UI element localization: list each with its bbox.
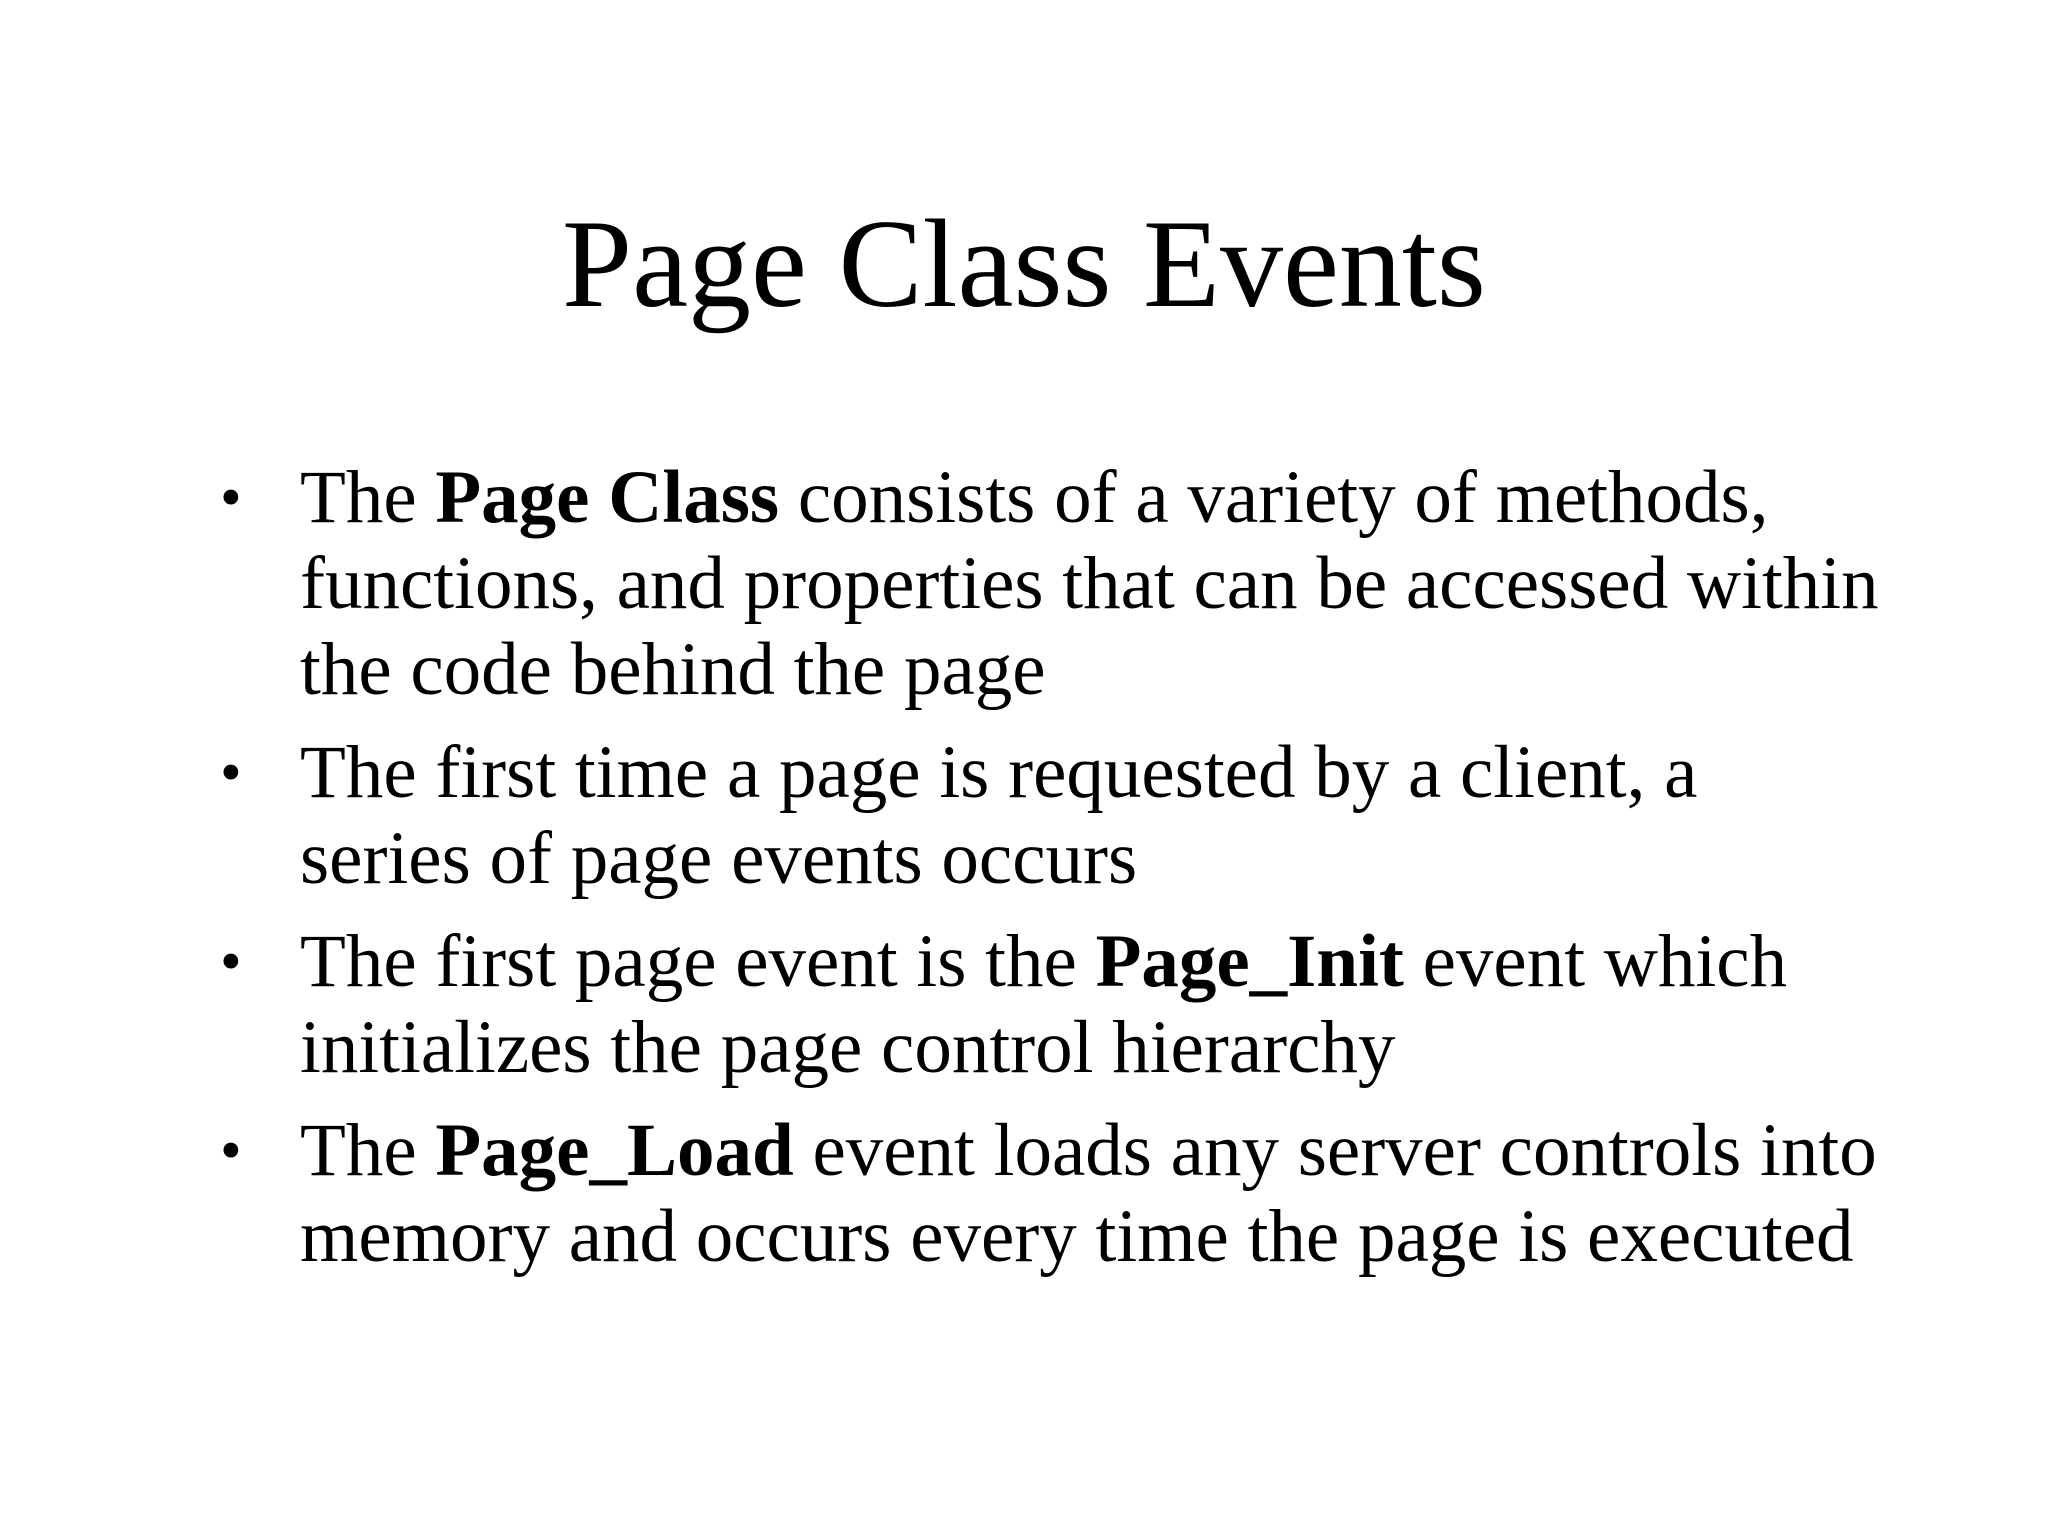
bullet-icon: • <box>220 464 242 532</box>
bullet-item <box>220 919 1880 1091</box>
bullet-text-pre: The <box>300 456 436 539</box>
bullet-text-pre: The <box>300 1109 436 1192</box>
bullet-item <box>220 730 1880 902</box>
bullet-item <box>220 1108 1880 1280</box>
bullet-text <box>300 456 1879 711</box>
bullet-text <box>300 1109 1877 1278</box>
bullet-icon: • <box>220 1117 242 1185</box>
bullet-text-bold: Page_Load <box>435 1109 794 1192</box>
bullet-text-post: event loads any server controls into memory and occurs every time the page is executed <box>300 1109 1877 1278</box>
bullet-text <box>300 731 1697 900</box>
bullet-icon: • <box>220 739 242 807</box>
bullet-icon: • <box>220 928 242 996</box>
bullet-text-pre: The first page event is the <box>300 920 1096 1003</box>
bullet-text-post: consists of a variety of methods, functions, and properties that can be accessed within the code behind the page <box>300 456 1879 711</box>
bullet-list <box>220 455 1880 1297</box>
bullet-text-bold: Page_Init <box>1095 920 1404 1003</box>
bullet-text-bold: Page Class <box>435 456 780 539</box>
bullet-item <box>220 455 1880 713</box>
bullet-text <box>300 920 1787 1089</box>
bullet-text-pre: The first time a page is requested by a client, a series of page events occurs <box>300 731 1698 900</box>
bullet-text-post: event which initializes the page control hierarchy <box>300 920 1788 1089</box>
slide-title: Page Class Events <box>562 195 1486 334</box>
